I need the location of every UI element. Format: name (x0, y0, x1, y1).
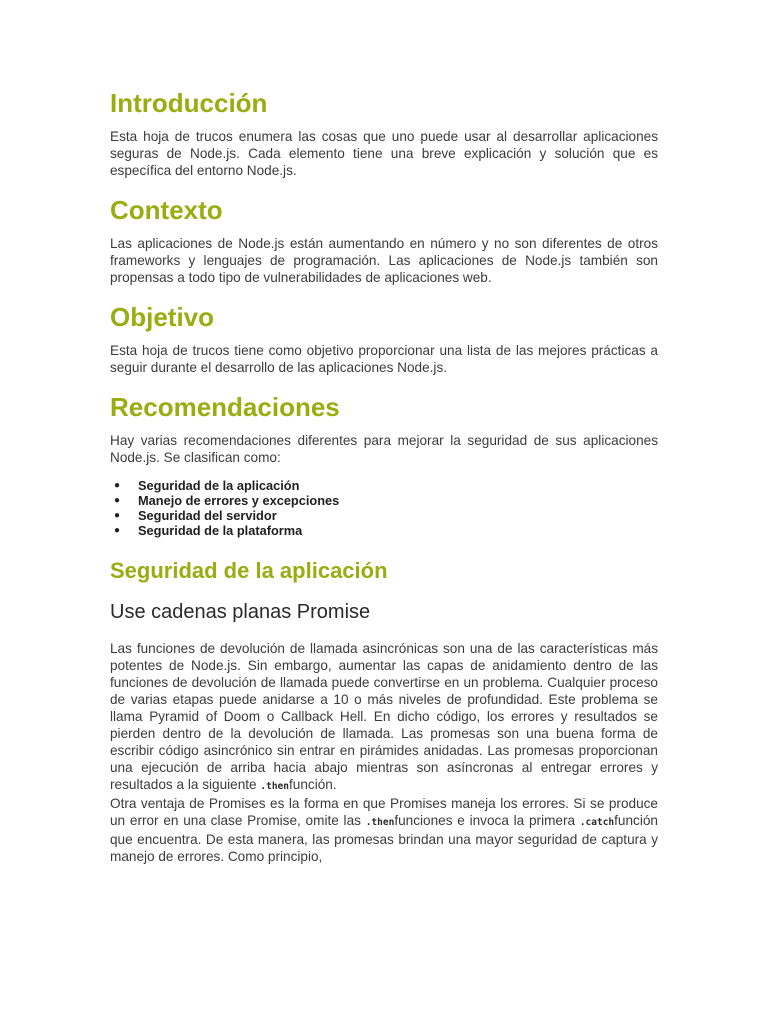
code-catch: .catch (579, 817, 615, 828)
subheading-cadenas-promise: Use cadenas planas Promise (110, 601, 371, 623)
list-item-label: Seguridad de la aplicación (138, 478, 300, 493)
recommendations-list (110, 478, 658, 538)
list-item-label: Seguridad del servidor (138, 508, 277, 523)
bullet-icon: ● (114, 525, 121, 536)
paragraph-objetivo: Esta hoja de trucos tiene como objetivo proporcionar una lista de las mejores prácticas a seguir durante el desarrollo de las aplicaciones Node.js. (110, 343, 658, 375)
list-item (110, 478, 658, 493)
heading-contexto: Contexto (110, 195, 223, 225)
code-then: .then (260, 781, 289, 792)
list-item-label: Manejo de errores y excepciones (138, 493, 340, 508)
list-item (110, 508, 658, 523)
bullet-icon: ● (114, 480, 121, 491)
paragraph-introduccion: Esta hoja de trucos enumera las cosas que uno puede usar al desarrollar aplicaciones seguras de Node.js. Cada elemento tiene una breve explicación y solución que es específica del entorno Node.js. (110, 129, 658, 178)
list-item (110, 493, 658, 508)
list-item (110, 523, 658, 538)
heading-objetivo: Objetivo (110, 302, 215, 332)
heading-seguridad-aplicacion: Seguridad de la aplicación (110, 558, 388, 583)
bullet-icon: ● (114, 510, 121, 521)
paragraph-promise-2: Otra ventaja de Promises es la forma en que Promises maneja los errores. Si se produce un error en una clase Promise, omite las .thenfunciones e invoca la primera .catchfunción que encuentra. De esta manera, las promesas brindan una mayor seguridad de captura y manejo de errores. Como principio, (110, 796, 658, 864)
heading-introduccion: Introducción (110, 88, 268, 118)
code-then: .then (365, 817, 395, 828)
document-content (110, 86, 658, 865)
paragraph-recomendaciones: Hay varias recomendaciones diferentes para mejorar la seguridad de sus aplicaciones Node.js. Se clasifican como: (110, 433, 658, 465)
list-item-label: Seguridad de la plataforma (138, 523, 303, 538)
paragraph-promise-1: Las funciones de devolución de llamada asincrónicas son una de las características más potentes de Node.js. Sin embargo, aumentar las capas de anidamiento dentro de las funciones de devolución de llamada puede convertirse en un problema. Cualquier proceso de varias etapas puede anidarse a 10 o más niveles de profundidad. Este problema se llama Pyramid of Doom o Callback Hell. En dicho código, los errores y resultados se pierden dentro de la devolución de llamada. Las promesas son una buena forma de escribir código asincrónico sin entrar en pirámides anidadas. Las promesas proporcionan una ejecución de arriba hacia abajo mientras son asíncronas al entregar errores y resultados a la siguiente .thenfunción. (110, 641, 658, 792)
paragraph-contexto: Las aplicaciones de Node.js están aumentando en número y no son diferentes de otros frameworks y lenguajes de programación. Las aplicaciones de Node.js también son propensas a todo tipo de vulnerabilidades de aplicaciones web. (110, 236, 658, 285)
bullet-icon: ● (114, 495, 121, 506)
heading-recomendaciones: Recomendaciones (110, 392, 340, 422)
